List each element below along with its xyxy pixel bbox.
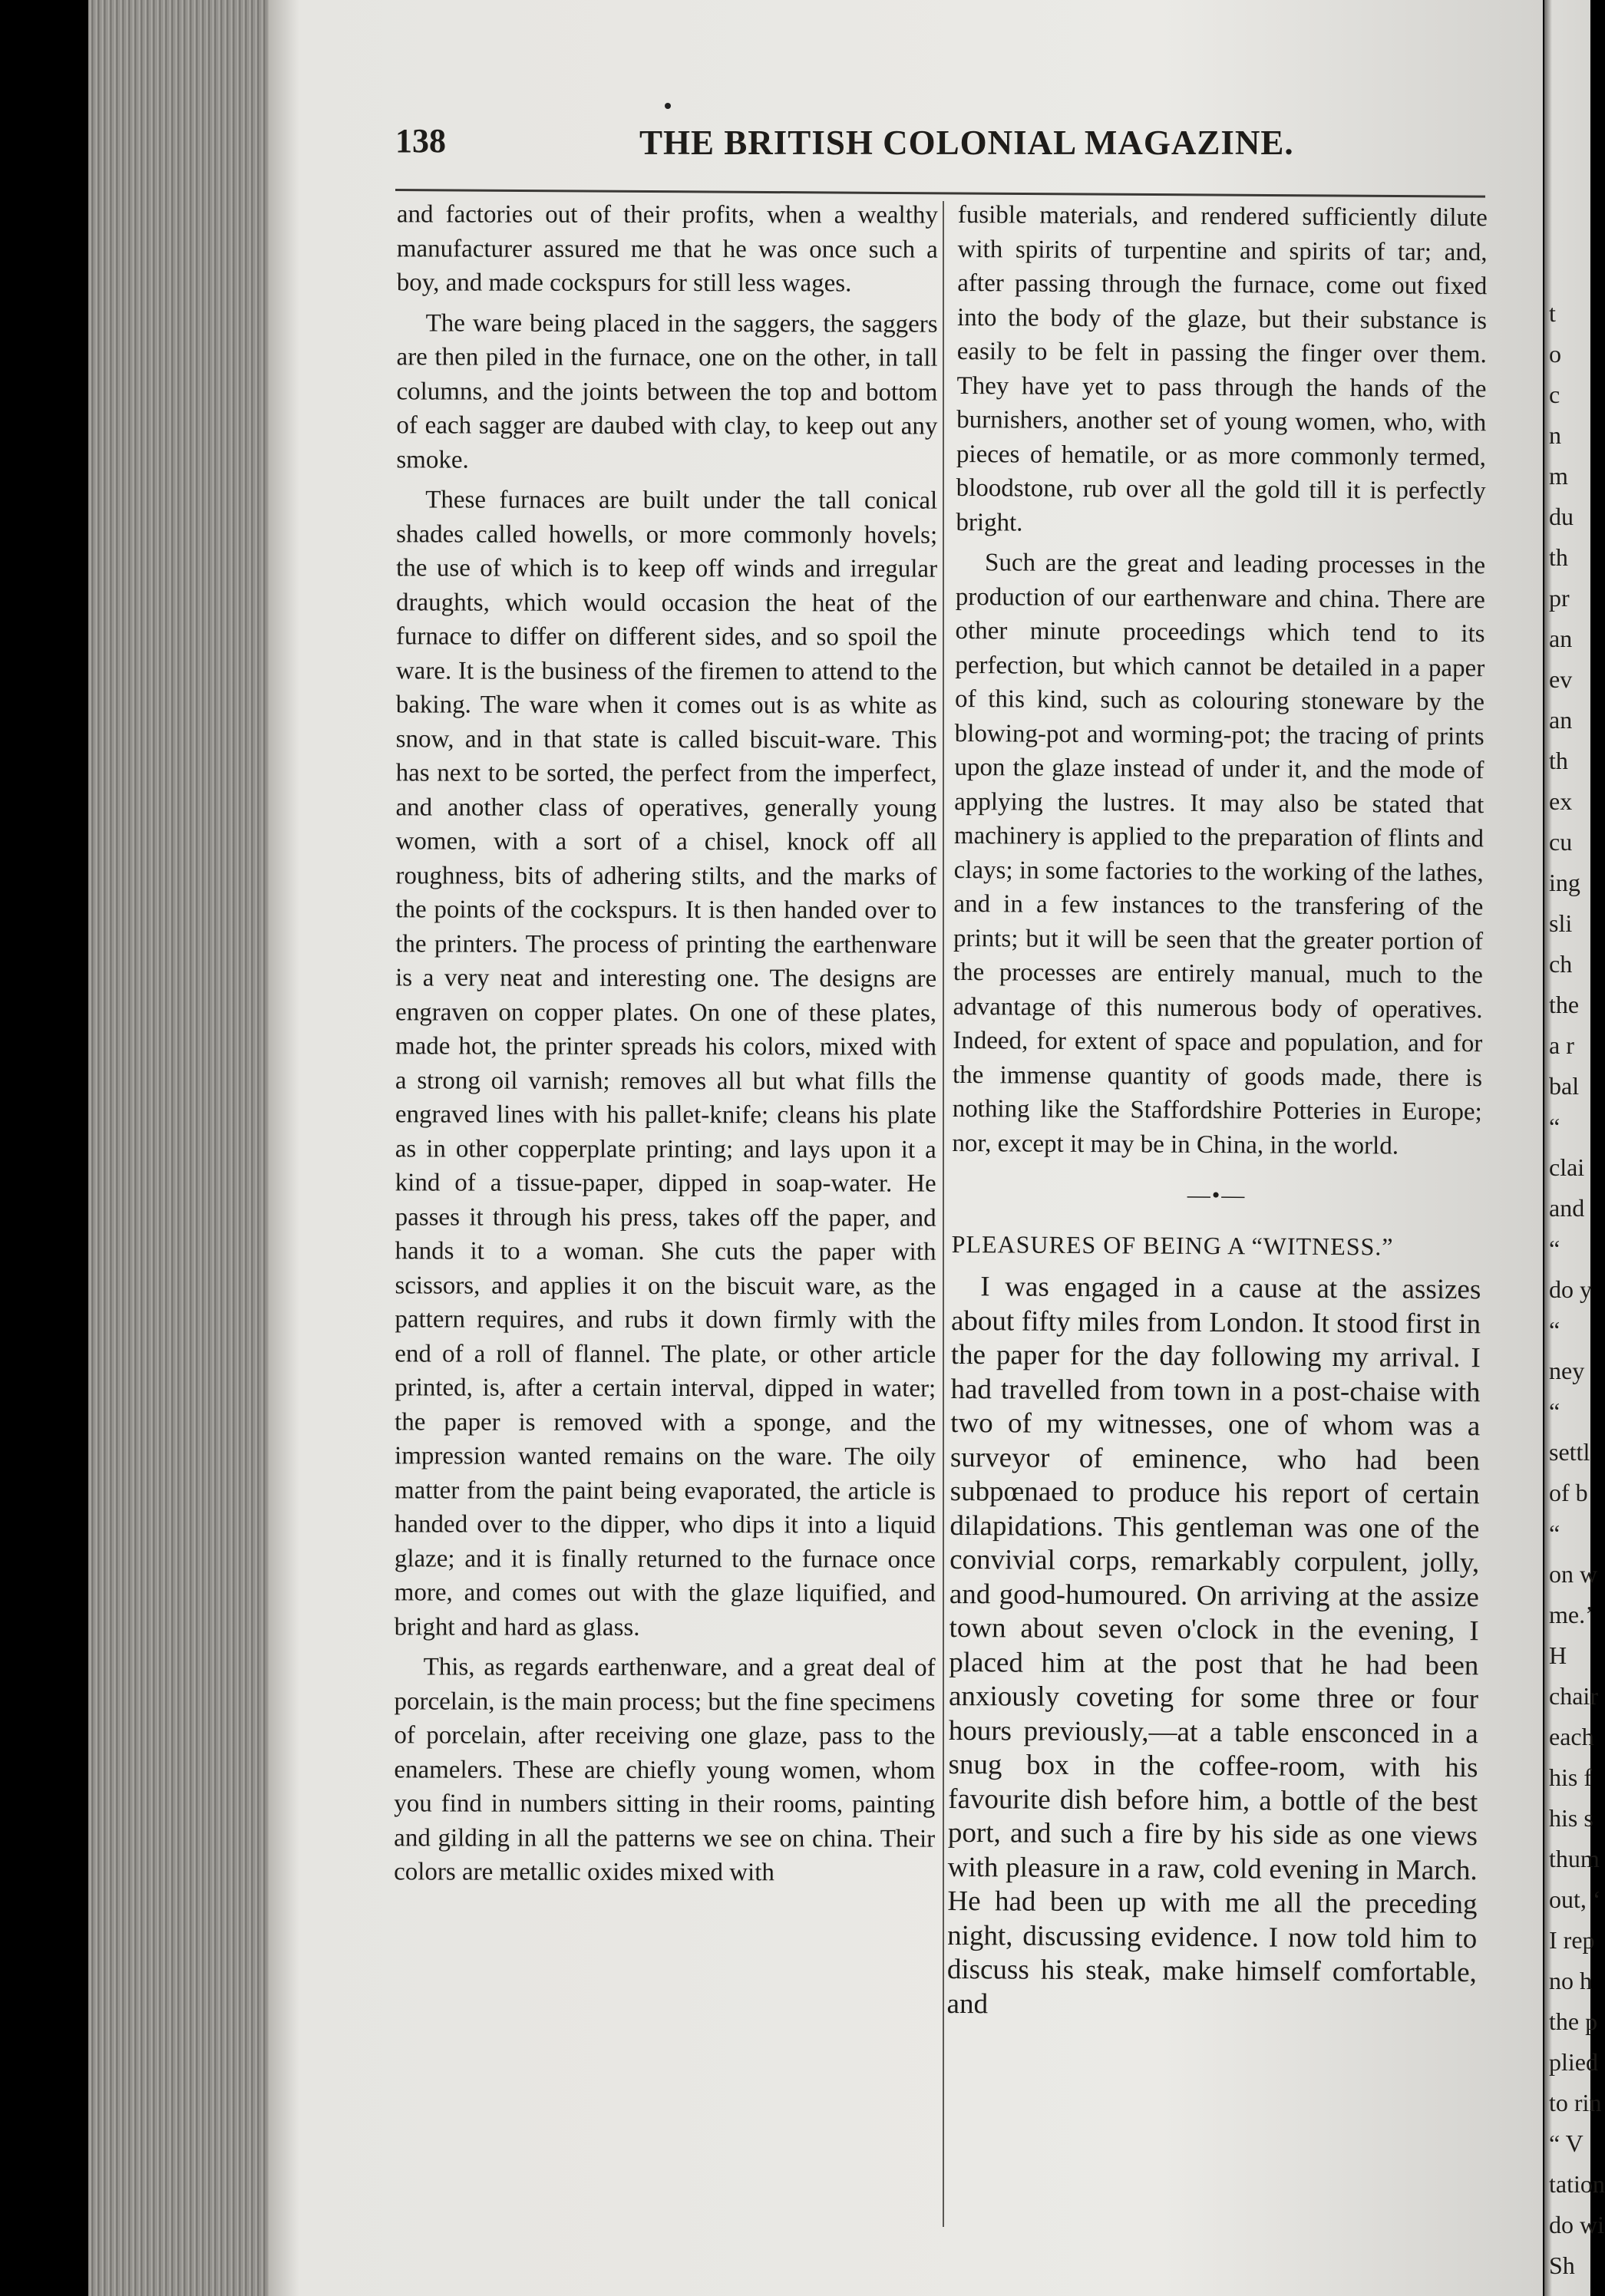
facing-page-fragment: each [1549,1723,1594,1750]
left-column [394,197,938,1896]
book-page-edges [88,0,272,2296]
facing-page-fragment: th [1549,747,1568,774]
paragraph: The ware being placed in the saggers, the saggers are then piled in the furnace, one on the other, in tall columns, and the joints between the top and bottom of each sagger are daubed with clay, to keep out any smoke. [396,308,938,474]
facing-page-fragment: ch [1549,950,1573,978]
facing-page-fragment: do wi [1549,2211,1604,2238]
facing-page-fragment: sli [1549,909,1573,937]
facing-page-fragment: tation [1549,2170,1605,2198]
facing-page-fragment: on w [1549,1560,1598,1588]
facing-page-fragment: th [1549,543,1568,571]
facing-page-fragment: “ [1549,1316,1560,1344]
facing-page-fragment: thum [1549,1845,1600,1872]
running-title: THE BRITISH COLONIAL MAGAZINE. [639,124,1294,162]
facing-page-fragment: me.’ [1549,1601,1593,1628]
right-column [946,198,1488,2030]
article-paragraph: I was engaged in a cause at the assizes about fifty miles from London. It stood first in the paper for the day following my arrival. I had travelled from town in a post-chaise with two of my witnesses, one of whom was a surveyor of eminence, who had been subpœnaed to produce his report of certain dilapidations. This gentleman was one of the convivial corps, remarkably corpulent, jolly, and good-humoured. On arriving at the assize town about seven o'clock in the evening, I placed him at the post that he had been anxiously coveting for some three or four hours previously,—at a table ensconced in a snug box in the coffee-room, with his favourite dish before him, a bottle of the best port, and such a fire by his side as one views with pleasure in a raw, cold evening in March. He had been up with me all the preceding night, discussing evidence. I now told him to discuss his steak, make himself comfortable, and [946,1271,1481,2020]
page-number: 138 [395,122,446,160]
facing-page-fragment: o [1549,340,1561,368]
facing-page-fragment: “ [1549,1397,1560,1425]
facing-page-fragment: ex [1549,787,1573,815]
facing-page-fragment: settl [1549,1438,1590,1466]
facing-page-fragment: ev [1549,665,1573,693]
facing-page-fragment: pr [1549,584,1570,612]
facing-page-fragment: the [1549,991,1580,1018]
article-title: PLEASURES OF BEING A “WITNESS.” [951,1229,1394,1260]
section-separator: —•— [1187,1182,1247,1209]
facing-page-fragment: bal [1549,1072,1580,1100]
facing-page-fragment: no h [1549,1967,1592,1994]
facing-page-fragment: clai [1549,1153,1585,1181]
facing-page-fragment: “ [1549,1519,1560,1547]
facing-page-fragment: ney [1549,1357,1585,1384]
ink-dot [665,103,671,109]
paragraph: These furnaces are built under the tall conical shades called howells, or more commonly hovels; the use of which is to keep off winds and irregular draughts, which would occasion the heat of the furnace to differ on different sides, and so spoil the ware. It is the business of the firemen to attend to the baking. The ware when it comes out is as white as snow, and in that state is called biscuit-ware. This has next to be sorted, the perfect from the imperfect, and another class of operatives, generally young women, with a sort of a chisel, knock off all roughness, bits of adhering stilts, and the marks of the points of the cockspurs. It is then handed over to the printers. The process of printing the earthenware is a very neat and interesting one. The designs are engraven on copper plates. On one of these plates, made hot, the printer spreads his colors, mixed with a strong oil varnish; removes all but what fills the engraved lines with his pallet-knife; cleans his plate as in other copperplate printing; and lays upon it a kind of a tissue-paper, dipped in soap-water. He passes it through his press, takes off the paper, and hands it to a woman. She cuts the paper with scissors, and applies it on the biscuit ware, as the pattern requires, and rubs it down firmly with the end of a roll of flannel. The plate, or other article printed, is, after a certain interval, dipped in water; the paper is removed with a sponge, and the impression wanted remains on the ware. The oily matter from the paint being evaporated, the article is handed over to the dipper, who dips it into a liquid glaze; and it is finally returned to the furnace once more, and comes out with the glaze liquified, and bright and hard as glass. [394,486,938,1641]
facing-page-fragment: t [1549,299,1556,327]
facing-page-fragment: du [1549,503,1574,530]
facing-page-fragment: out, ‘ [1549,1885,1601,1913]
paragraph: fusible materials, and rendered sufficiently dilute with spirits of turpentine and spirits of tar; and, after passing through the furnace, come out fixed into the body of the glaze, but their substance is easily to be felt in passing the finger over them. They have yet to pass through the hands of the burnishers, another set of young women, who, with pieces of hematile, or as more commonly termed, bloodstone, rub over all the gold till it is perfectly bright. [956,200,1488,537]
facing-page-fragment: Sh [1549,2251,1575,2279]
facing-page-fragment: chair [1549,1682,1598,1710]
facing-page-fragment: plied [1549,2048,1598,2076]
column-divider [943,201,944,2227]
paragraph: Such are the great and leading processes in the production of our earthenware and china. There are other minute proceedings which tend to its perfection, but which cannot be detailed in a paper of this kind, such as colouring stoneware by the blowing-pot and worming-pot; the tracing of prints upon the glaze instead of under it, and the mode of applying the lustres. It may also be stated that machinery is applied to the preparation of flints and clays; in some factories to the working of the lathes, and in a few instances to the transfering of the prints; but it will be seen that the greater portion of the processes are entirely manual, much to the advantage of this numerous body of operatives. Indeed, for extent of space and population, and for the immense quantity of goods made, there is nothing like the Staffordshire Potteries in Europe; nor, except it may be in China, in the world. [952,549,1486,1160]
facing-page-fragment: I rep [1549,1926,1595,1954]
facing-page-fragment: cu [1549,828,1573,856]
facing-page-fragment: c [1549,381,1560,408]
facing-page-fragment: his f [1549,1763,1592,1791]
facing-page-fragment: “ [1549,1235,1560,1262]
paragraph: This, as regards earthenware, and a great deal of porcelain, is the main process; but the fine specimens of porcelain, after receiving one glaze, pass to the enamelers. These are chiefly young women, whom you find in numbers sitting in their rooms, painting and gilding in all the patterns we see on china. Their colors are metallic oxides mixed with [394,1653,936,1887]
facing-page-fragment: a r [1549,1031,1574,1059]
facing-page-fragment: n [1549,421,1561,449]
facing-page-fragment: “ [1549,1113,1560,1140]
facing-page-fragment: to rin [1549,2089,1602,2116]
facing-page-fragment: m [1549,462,1568,490]
facing-page-fragment: “ V [1549,2129,1584,2157]
facing-page-fragment: his s [1549,1804,1593,1832]
facing-page-fragment: the p [1549,2007,1598,2035]
facing-page-fragment: do y [1549,1275,1592,1303]
facing-page-fragment: and [1549,1194,1585,1222]
paragraph: and factories out of their profits, when a wealthy manufacturer assured me that he was once such a boy, and made cockspurs for still less wages. [396,200,938,298]
facing-page-fragment: an [1549,625,1573,652]
facing-page-fragment: ing [1549,869,1580,896]
facing-page-fragment: H [1549,1641,1567,1669]
facing-page-fragment: an [1549,706,1573,734]
facing-page-fragment: of b [1549,1479,1588,1506]
